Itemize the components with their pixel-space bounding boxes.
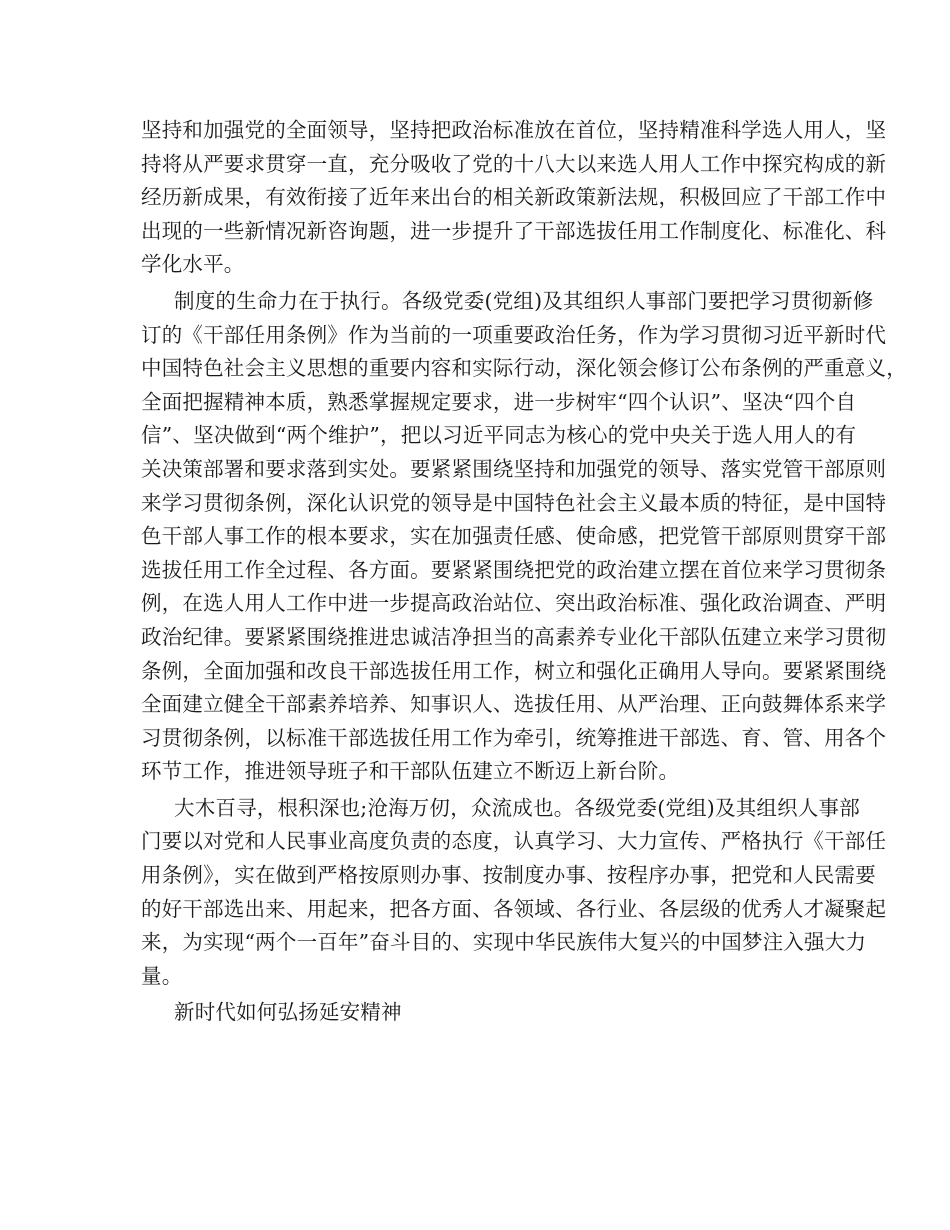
paragraph (141, 114, 887, 282)
text-line: 的好干部选出来、用起来，把各方面、各领域、各行业、各层级的优秀人才凝聚起 (141, 896, 887, 921)
text-line: 全面把握精神本质，熟悉掌握规定要求，进一步树牢“四个认识”、坚决“四个自 (141, 389, 857, 414)
text-line: 条例，全面加强和改良干部选拔任用工作，树立和强化正确用人导向。要紧紧围绕 (141, 658, 887, 683)
paragraph (141, 285, 907, 789)
text-line: 门要以对党和人民事业高度负责的态度，认真学习、大力宣传、严格执行《干部任 (141, 829, 887, 854)
text-line: 政治纪律。要紧紧围绕推进忠诚洁净担当的高素养专业化干部队伍建立来学习贯彻 (141, 624, 887, 649)
paragraph (141, 792, 887, 994)
text-line: 坚持和加强党的全面领导，坚持把政治标准放在首位，坚持精准科学选人用人，坚 (141, 118, 887, 142)
text-line: 习贯彻条例，以标准干部选拔任用工作为牵引，统筹推进干部选、育、管、用各个 (141, 725, 887, 750)
text-line: 用条例》，实在做到严格按原则办事、按制度办事、按程序办事，把党和人民需要 (141, 863, 876, 888)
text-line: 色干部人事工作的根本要求，实在加强责任感、使命感，把党管干部原则贯穿干部 (141, 524, 887, 549)
document-body (141, 114, 907, 1030)
text-line: 全面建立健全干部素养培养、知事识人、选拔任用、从严治理、正向鼓舞体系来学 (141, 692, 887, 717)
text-line: 新时代如何弘扬延安精神 (174, 1000, 402, 1025)
text-line: 例，在选人用人工作中进一步提高政治站位、突出政治标准、强化政治调查、严明 (141, 591, 887, 616)
text-line: 出现的一些新情况新咨询题，进一步提升了干部选拔任用工作制度化、标准化、科 (141, 218, 887, 243)
text-line: 选拔任用工作全过程、各方面。要紧紧围绕把党的政治建立摆在首位来学习贯彻条 (141, 557, 887, 582)
paragraph (141, 996, 821, 1030)
text-line: 经历新成果，有效衔接了近年来出台的相关新政策新法规，积极回应了干部工作中 (141, 185, 887, 210)
text-line: 中国特色社会主义思想的重要内容和实际行动，深化领会修订公布条例的严重意义， (141, 356, 907, 381)
text-line: 来学习贯彻条例，深化认识党的领导是中国特色社会主义最本质的特征，是中国特 (141, 490, 887, 515)
text-line: 订的《干部任用条例》作为当前的一项重要政治任务，作为学习贯彻习近平新时代 (141, 322, 887, 347)
text-line: 关决策部署和要求落到实处。要紧紧围绕坚持和加强党的领导、落实党管干部原则 (141, 456, 887, 481)
text-line: 量。 (141, 963, 183, 988)
text-line: 学化水平。 (141, 252, 245, 277)
text-line: 持将从严要求贯穿一直，充分吸收了党的十八大以来选人用人工作中探究构成的新 (141, 151, 887, 176)
text-line: 信”、坚决做到“两个维护”，把以习近平同志为核心的党中央关于选人用人的有 (141, 423, 857, 448)
text-line: 大木百寻，根积深也;沧海万仞，众流成也。各级党委(党组)及其组织人事部 (174, 795, 860, 820)
text-line: 制度的生命力在于执行。各级党委(党组)及其组织人事部门要把学习贯彻新修 (174, 288, 874, 313)
text-line: 环节工作，推进领导班子和干部队伍建立不断迈上新台阶。 (141, 759, 680, 784)
text-line: 来，为实现“两个一百年”奋斗目的、实现中华民族伟大复兴的中国梦注入强大力 (141, 930, 867, 955)
